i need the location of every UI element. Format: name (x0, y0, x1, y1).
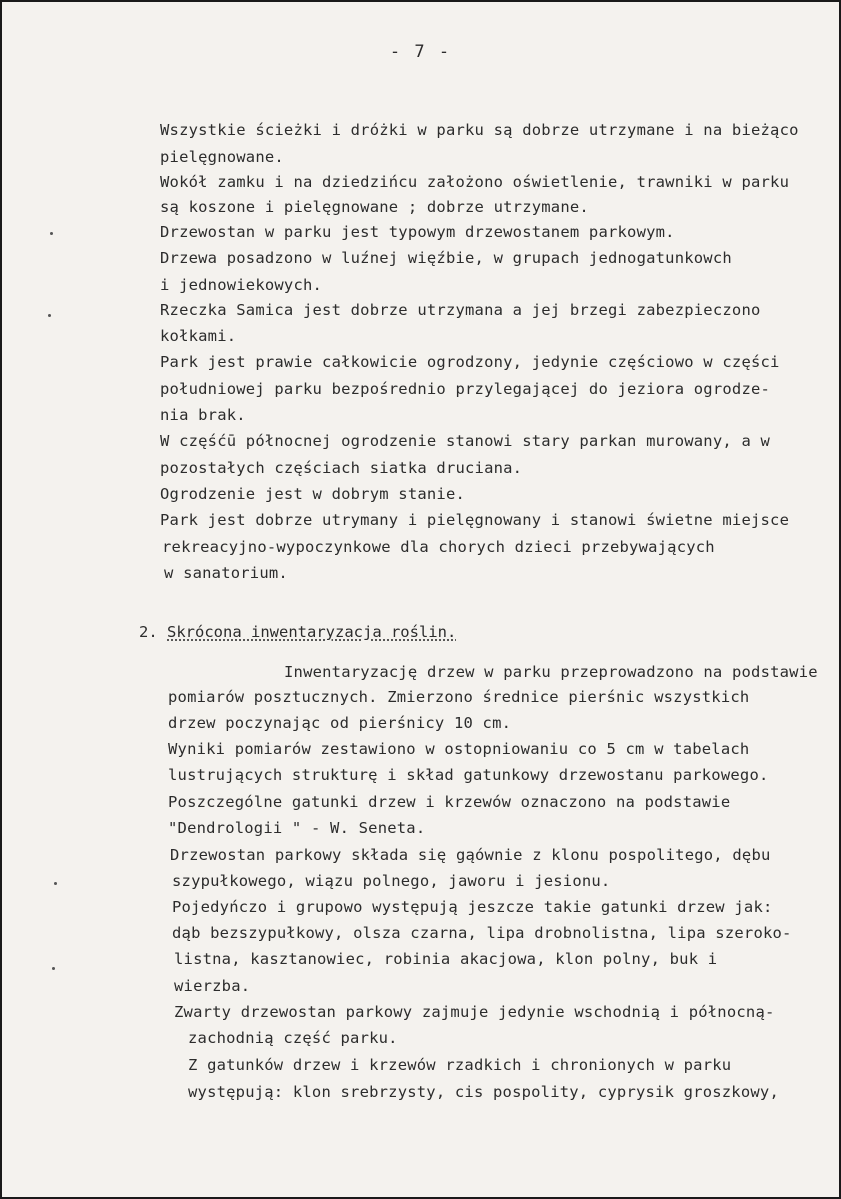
text-line: drzew poczynając od pierśnicy 10 cm. (168, 714, 512, 732)
text-line: Rzeczka Samica jest dobrze utrzymana a jej brzegi zabezpieczono (160, 301, 761, 319)
text-line: Inwentaryzację drzew w parku przeprowadzono na podstawie (284, 663, 818, 681)
text-line: Wyniki pomiarów zestawiono w ostopniowaniu co 5 cm w tabelach (168, 740, 750, 758)
text-line: Wszystkie ścieżki i dróżki w parku są dobrze utrzymane i na bieżąco (160, 121, 799, 139)
margin-speck (48, 314, 51, 317)
text-line: W częśćū północnej ogrodzenie stanowi stary parkan murowany, a w (160, 432, 771, 450)
text-line: i jednowiekowych. (160, 276, 323, 294)
text-line: Wokół zamku i na dziedzińcu założono oświetlenie, trawniki w parku (160, 173, 790, 191)
text-line: dąb bezszypułkowy, olsza czarna, lipa drobnolistna, lipa szeroko- (172, 924, 792, 942)
text-line: Zwarty drzewostan parkowy zajmuje jedynie wschodnią i północną- (174, 1003, 775, 1021)
text-line: Ogrodzenie jest w dobrym stanie. (160, 485, 466, 503)
text-line: pomiarów posztucznych. Zmierzono średnice pierśnic wszystkich (168, 688, 750, 706)
text-line: listna, kasztanowiec, robinia akacjowa, klon polny, buk i (174, 950, 718, 968)
text-line: Drzewostan w parku jest typowym drzewostanem parkowym. (160, 223, 675, 241)
text-line: szypułkowego, wiązu polnego, jaworu i jesionu. (172, 872, 611, 890)
text-line: "Dendrologii " - W. Seneta. (168, 819, 426, 837)
text-line: kołkami. (160, 327, 237, 345)
text-line: południowej parku bezpośrednio przylegającej do jeziora ogrodze- (160, 380, 771, 398)
text-line: Drzewa posadzono w luźnej więźbie, w grupach jednogatunkowch (160, 249, 732, 267)
text-line: pielęgnowane. (160, 148, 284, 166)
text-line: lustrujących strukturę i skład gatunkowy drzewostanu parkowego. (168, 766, 769, 784)
text-line: Drzewostan parkowy składa się gąównie z klonu pospolitego, dębu (170, 846, 771, 864)
margin-speck (54, 882, 57, 885)
section-number: 2. (139, 623, 158, 641)
text-line: Poszczególne gatunki drzew i krzewów oznaczono na podstawie (168, 793, 731, 811)
section-heading (139, 622, 456, 642)
document-page (2, 2, 839, 1197)
text-line: występują: klon srebrzysty, cis pospolity, cyprysik groszkowy, (188, 1083, 779, 1101)
margin-speck (52, 967, 55, 970)
text-line: Pojedyńczo i grupowo występują jeszcze takie gatunki drzew jak: (172, 898, 773, 916)
margin-speck (50, 232, 53, 235)
page-number: - 7 - (389, 42, 452, 62)
text-line: Park jest dobrze utrymany i pielęgnowany i stanowi świetne miejsce (160, 511, 790, 529)
text-line: w sanatorium. (164, 564, 288, 582)
text-line: pozostałych częściach siatka druciana. (160, 459, 523, 477)
text-line: nia brak. (160, 406, 246, 424)
text-line: zachodnią część parku. (188, 1029, 398, 1047)
text-line: Z gatunków drzew i krzewów rzadkich i chronionych w parku (188, 1056, 732, 1074)
text-line: są koszone i pielęgnowane ; dobrze utrzymane. (160, 198, 589, 216)
section-title: Skrócona inwentaryzacja roślin. (167, 623, 457, 641)
text-line: wierzba. (174, 977, 251, 995)
text-line: rekreacyjno-wypoczynkowe dla chorych dzieci przebywających (162, 538, 715, 556)
text-line: Park jest prawie całkowicie ogrodzony, jedynie częściowo w części (160, 353, 780, 371)
